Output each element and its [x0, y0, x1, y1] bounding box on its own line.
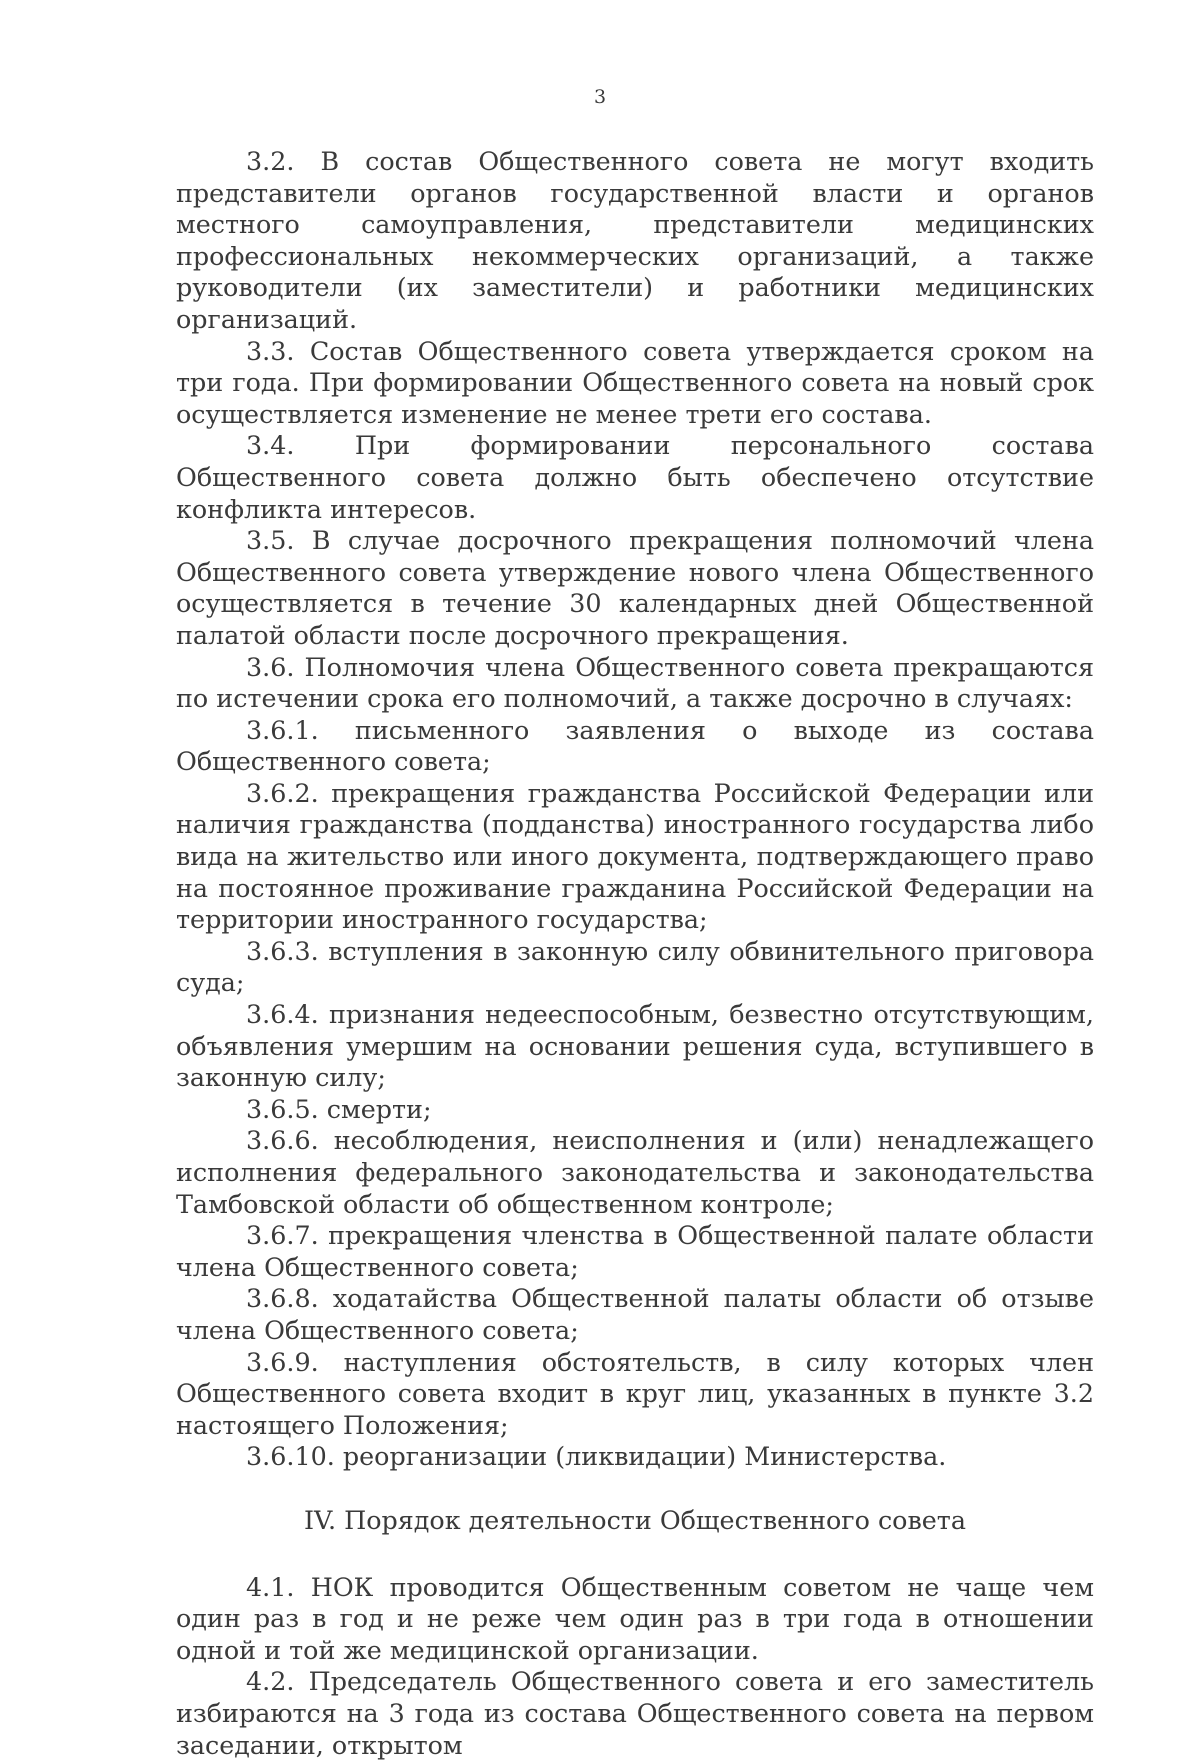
paragraph-3-6-5: 3.6.5. смерти; [246, 1093, 432, 1124]
document-body [176, 146, 1094, 1761]
page-number: 3 [593, 86, 607, 108]
paragraph-3-6-1: 3.6.1. письменного заявления о выходе из состава Общественного совета; [176, 714, 1094, 777]
paragraph-3-6-7: 3.6.7. прекращения членства в Общественной палате области члена Общественного совета; [176, 1220, 1094, 1282]
paragraph-3-6-3: 3.6.3. вступления в законную силу обвинительного приговора суда; [176, 935, 1094, 998]
paragraph-3-5: 3.5. В случае досрочного прекращения полномочий члена Общественного совета утверждение нового члена Общественного осуществляется в течение 30 календарных дней Общественной палатой области после досрочного прекращения. [176, 525, 1094, 650]
paragraph-3-3: 3.3. Состав Общественного совета утверждается сроком на три года. При формировании Общественного совета на новый срок осуществляется изменение не менее трети его состава. [176, 335, 1094, 429]
section-heading: IV. Порядок деятельности Общественного совета [304, 1504, 966, 1535]
paragraph-3-6-9: 3.6.9. наступления обстоятельств, в силу которых член Общественного совета входит в круг лиц, указанных в пункте 3.2 настоящего Положения; [176, 1346, 1094, 1440]
paragraph-3-4: 3.4. При формировании персонального состава Общественного совета должно быть обеспечено отсутствие конфликта интересов. [176, 430, 1094, 524]
paragraph-3-6-6: 3.6.6. несоблюдения, неисполнения и (или) ненадлежащего исполнения федерального законодательства и законодательства Тамбовской области об общественном контроле; [176, 1125, 1094, 1219]
paragraph-4-1: 4.1. НОК проводится Общественным советом не чаще чем один раз в год и не реже чем один раз в три года в отношении одной и той же медицинской организации. [176, 1571, 1094, 1665]
paragraph-3-6-2: 3.6.2. прекращения гражданства Российской Федерации или наличия гражданства (подданства) иностранного государства либо вида на жительство или иного документа, подтверждающего право на постоянное проживание гражданина Российской Федерации на территории иностранного государства; [176, 777, 1094, 935]
paragraph-3-6-8: 3.6.8. ходатайства Общественной палаты области об отзыве члена Общественного совета; [176, 1283, 1094, 1345]
paragraph-3-6: 3.6. Полномочия члена Общественного совета прекращаются по истечении срока его полномочий, а также досрочно в случаях: [176, 651, 1094, 714]
paragraph-3-6-4: 3.6.4. признания недееспособным, безвестно отсутствующим, объявления умершим на основании решения суда, вступившего в законную силу; [176, 999, 1094, 1093]
paragraph-4-2: 4.2. Председатель Общественного совета и его заместитель избираются на 3 года из состава Общественного совета на первом заседании, открытом [176, 1666, 1094, 1760]
paragraph-3-6-10: 3.6.10. реорганизации (ликвидации) Министерства. [246, 1441, 947, 1472]
paragraph-3-2: 3.2. В состав Общественного совета не могут входить представители органов государственной власти и органов местного самоуправления, представители медицинских профессиональных некоммерческих организаций, а также руководители (их заместители) и работники медицинских организаций. [176, 146, 1094, 334]
